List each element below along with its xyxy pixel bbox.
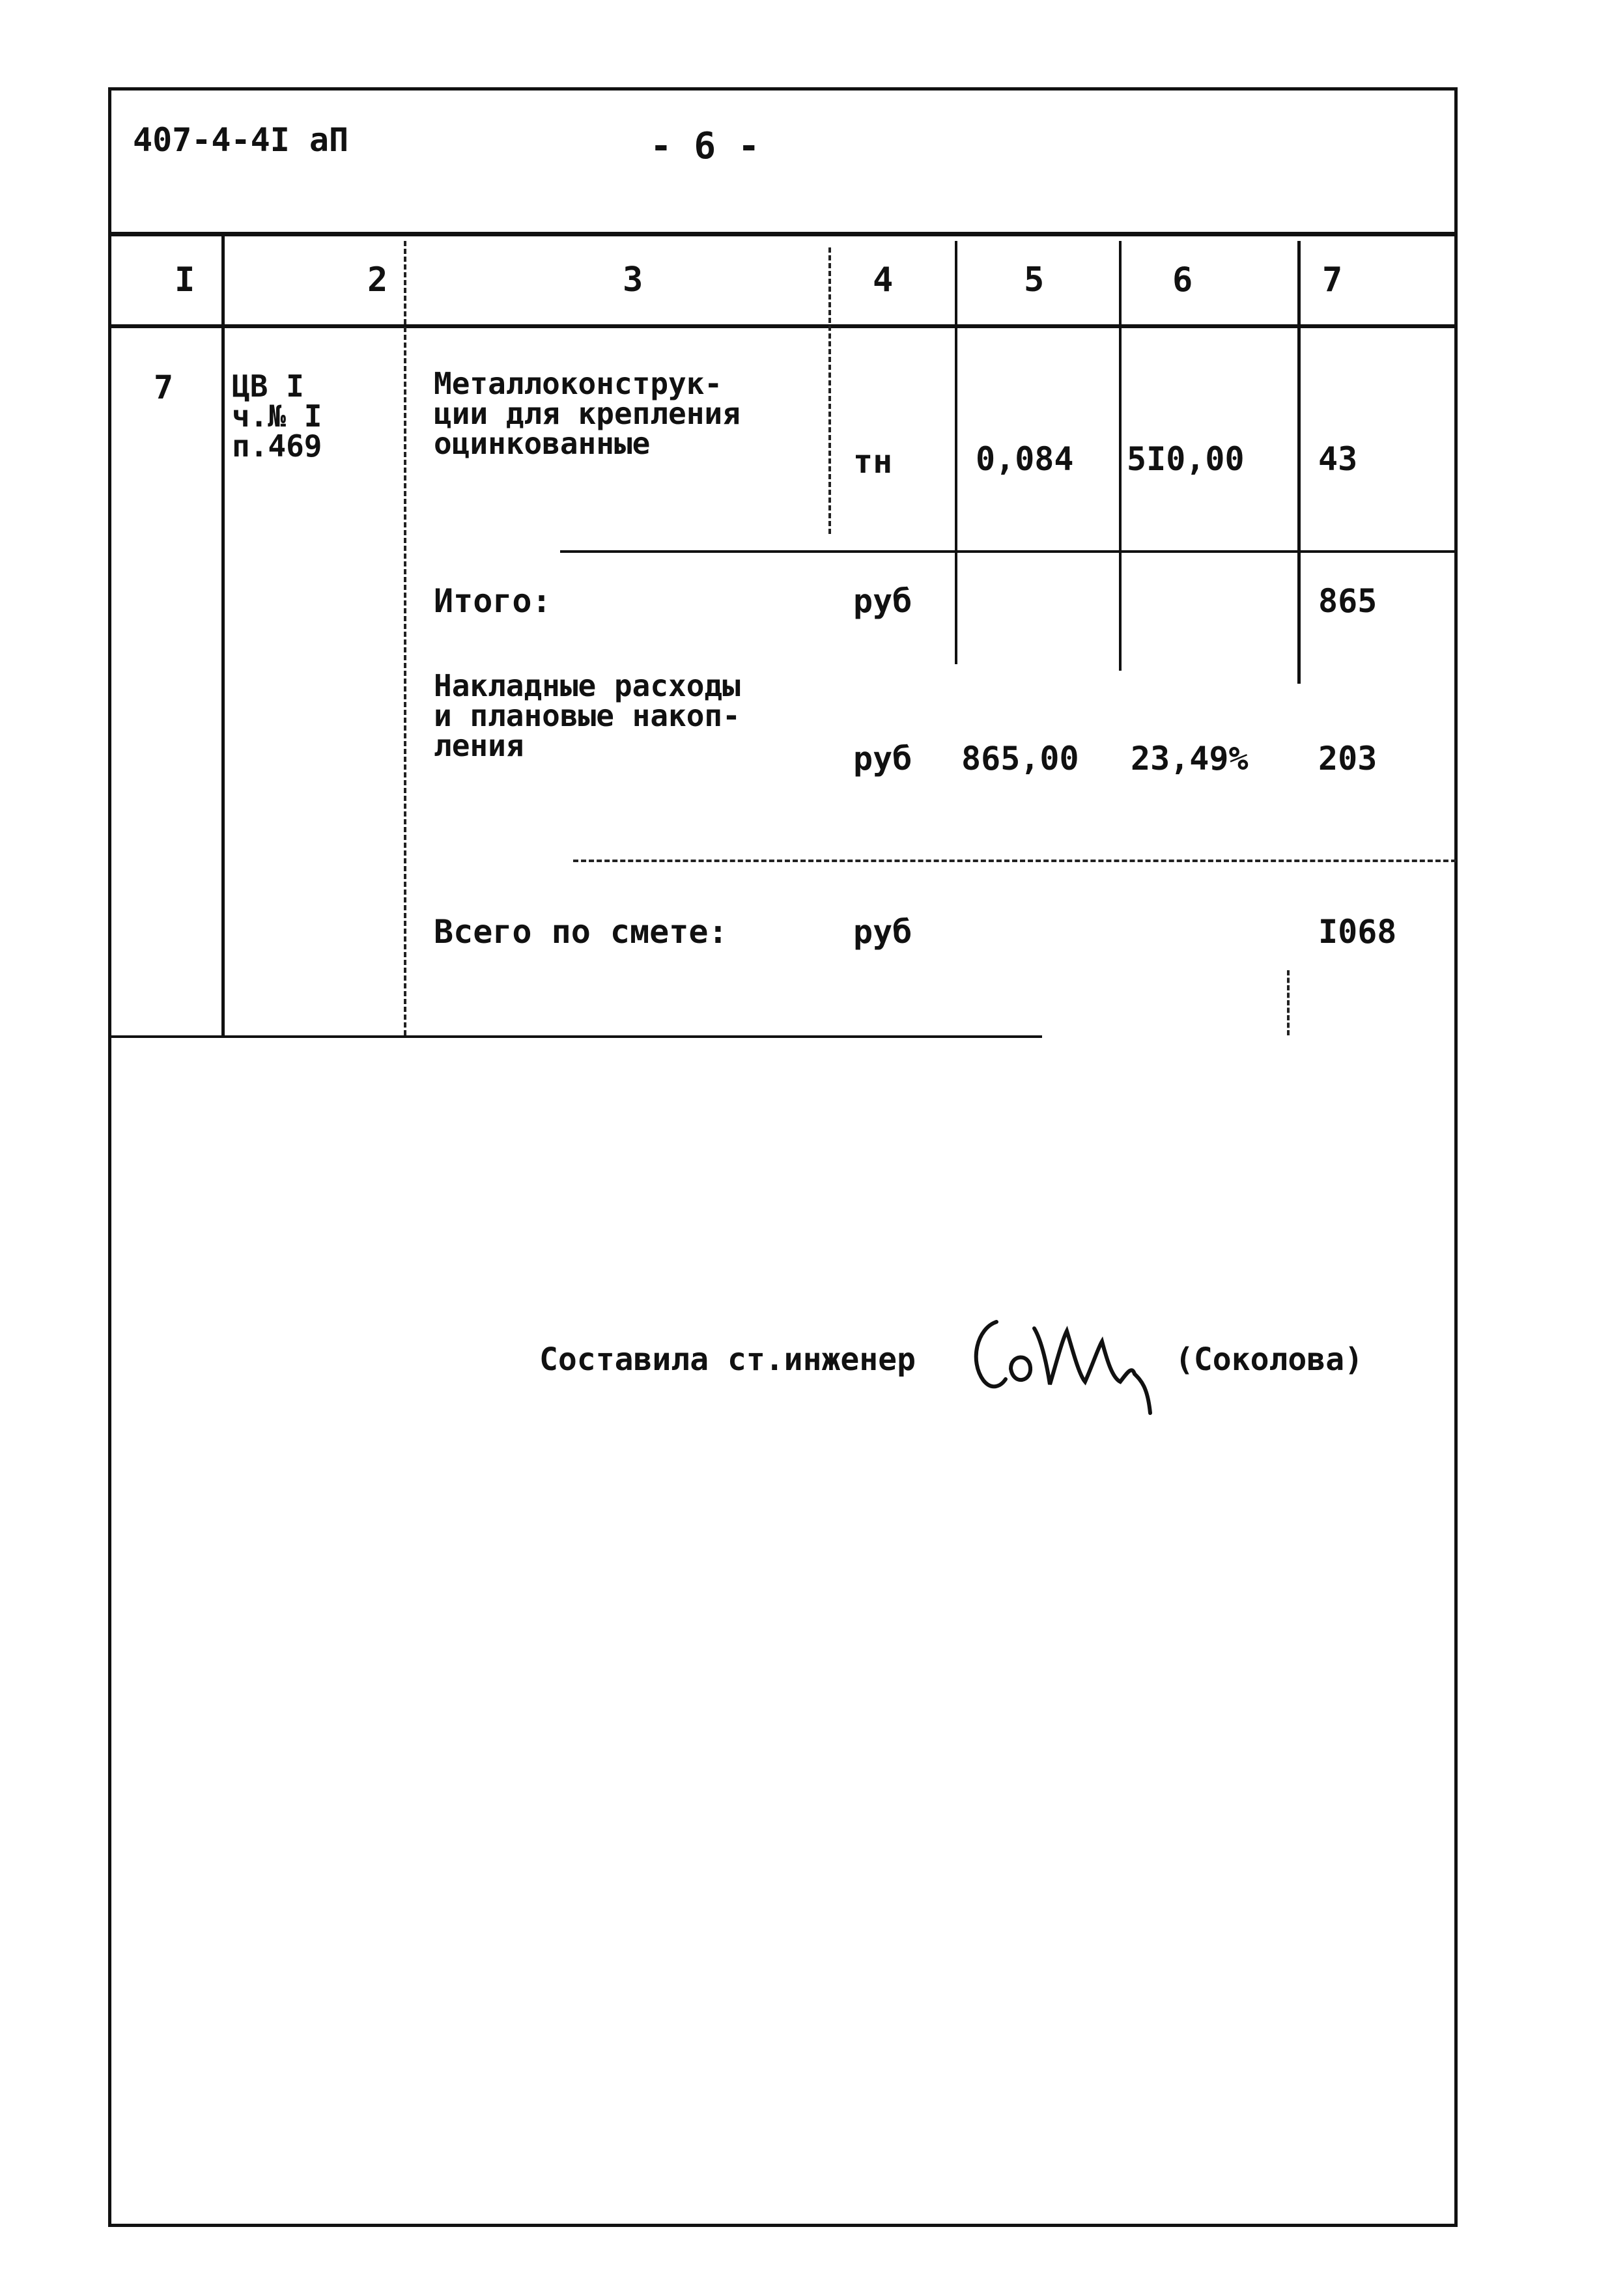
col-divider-2: [404, 241, 406, 1035]
item-price: 5I0,00: [1127, 440, 1245, 478]
compiled-by-label: Составила ст.инженер: [539, 1341, 916, 1378]
subtotal-label: Итого:: [434, 582, 552, 620]
compiled-by-name: (Соколова): [1175, 1341, 1363, 1378]
overhead-divider: [573, 860, 1456, 862]
col-divider-3: [828, 247, 831, 534]
item-unit: тн: [853, 443, 893, 481]
col-divider-1: [221, 232, 225, 1037]
col-header-4: 4: [873, 260, 894, 300]
overhead-unit: руб: [853, 740, 912, 777]
subtotal-total: 865: [1318, 582, 1377, 620]
reference-line-3: п.469: [232, 428, 322, 464]
overhead-rate: 23,49%: [1131, 740, 1249, 777]
col-divider-6-lower: [1287, 970, 1290, 1035]
table-bottom-rule: [111, 1035, 1042, 1038]
item-name-line-3: оцинкованные: [434, 426, 651, 461]
item-quantity: 0,084: [976, 440, 1074, 478]
overhead-label-line-1: Накладные расходы: [434, 668, 741, 703]
col-header-2: 2: [367, 260, 388, 300]
item-name-line-2: ции для крепления: [434, 396, 741, 431]
item-total: 43: [1318, 440, 1358, 478]
table-top-rule: [111, 232, 1456, 236]
overhead-base: 865,00: [961, 740, 1079, 777]
col-header-5: 5: [1024, 260, 1045, 300]
overhead-label-line-2: и плановые накоп-: [434, 698, 741, 733]
page-number: - 6 -: [650, 125, 760, 167]
grand-total-unit: руб: [853, 913, 912, 951]
row-divider: [560, 550, 1456, 553]
col-header-7: 7: [1322, 260, 1343, 300]
col-divider-4: [955, 241, 957, 664]
grand-total-value: I068: [1318, 913, 1397, 951]
col-header-1: I: [175, 260, 195, 300]
col-header-6: 6: [1172, 260, 1193, 300]
col-divider-5: [1119, 241, 1122, 671]
col-header-3: 3: [623, 260, 643, 300]
item-name-line-1: Металлоконструк-: [434, 366, 723, 401]
overhead-label-line-3: ления: [434, 728, 524, 763]
signature: [957, 1296, 1179, 1439]
subtotal-unit: руб: [853, 582, 912, 620]
overhead-total: 203: [1318, 740, 1377, 777]
grand-total-label: Всего по смете:: [434, 913, 728, 951]
col-divider-6: [1297, 241, 1301, 684]
reference-line-1: ЦВ I: [232, 369, 304, 404]
document-code: 407-4-4I аП: [133, 121, 349, 159]
reference-line-2: ч.№ I: [232, 399, 322, 434]
header-bottom-rule: [111, 324, 1456, 328]
row-number: 7: [154, 369, 174, 406]
